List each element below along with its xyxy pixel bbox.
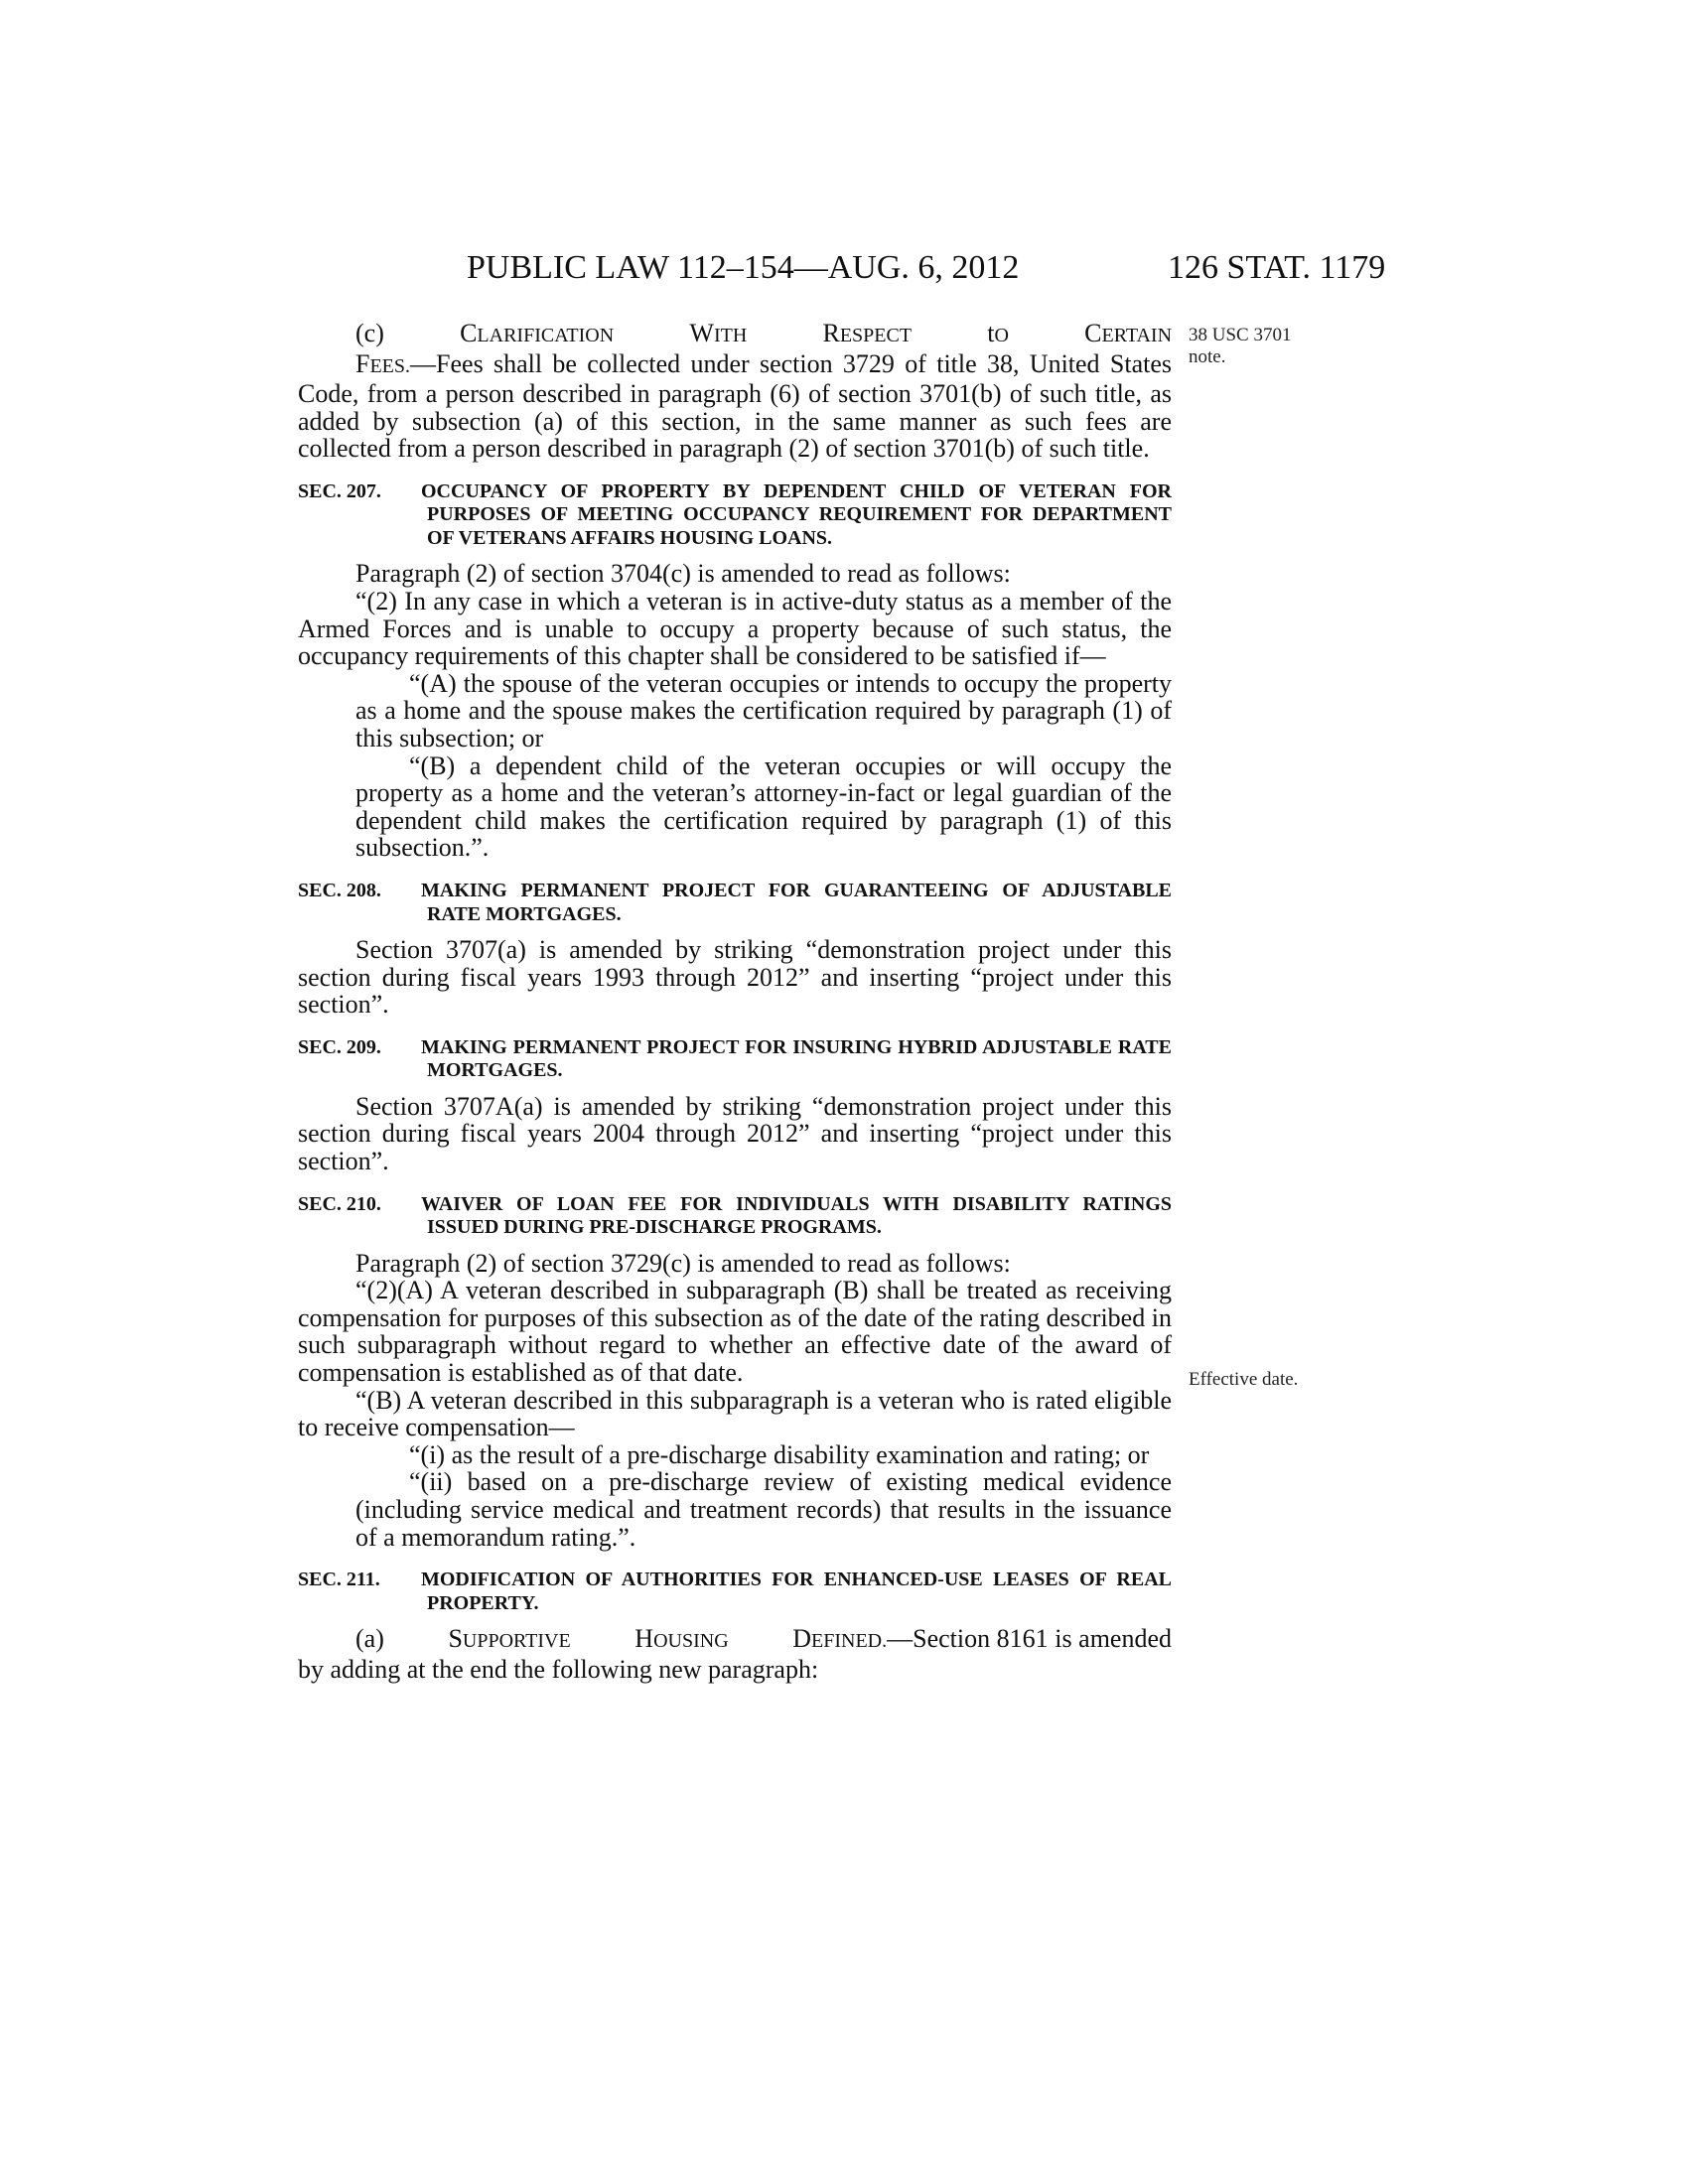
section-208-heading (298, 880, 1172, 926)
sc-word-initial: S (448, 1624, 463, 1654)
sc-word-rest: EES. (369, 354, 411, 377)
section-211-sub-a-number: (a) (355, 1624, 384, 1654)
sc-word-initial: F (355, 348, 370, 378)
sc-word-rest: ITH (713, 325, 748, 346)
section-211-subsection-a (298, 1625, 1172, 1683)
section-211-title: MODIFICATION OF AUTHORITIES FOR ENHANCED-USE LEASES OF REAL PROPERTY. (421, 1569, 1172, 1614)
section-211-sub-a-text: —Section 8161 is amended by adding at the end the following new paragraph: (298, 1624, 1173, 1684)
margin-note-effective-date: Effective date. (1189, 1369, 1299, 1390)
sc-word-initial: R (822, 319, 840, 347)
section-210-intro: Paragraph (2) of section 3729(c) is amended to read as follows: (355, 1248, 1011, 1278)
sc-word-rest: UPPORTIVE (462, 1630, 571, 1653)
section-208-title: MAKING PERMANENT PROJECT FOR GUARANTEEING OF ADJUSTABLE RATE MORTGAGES. (421, 880, 1172, 925)
section-211-label: SEC. 211. (298, 1569, 380, 1591)
sc-word (390, 1625, 570, 1656)
running-title: PUBLIC LAW 112–154—AUG. 6, 2012 (467, 249, 1020, 286)
margin-note-usc-line1: 38 USC 3701 (1189, 325, 1292, 345)
margin-note-usc (1189, 325, 1291, 368)
section-211-heading (298, 1569, 1172, 1615)
section-208-label: SEC. 208. (298, 880, 381, 901)
sc-word-initial: C (1084, 319, 1102, 347)
sc-word-initial: C (460, 319, 478, 347)
margin-note-usc-line2: note. (1189, 346, 1226, 367)
section-210-para-A: “(2)(A) A veteran described in subparagraph (B) shall be treated as receiving compensation for purposes of this subsection as of the date of the rating described in such subparagraph without regard to whether an effective date of the award of compensation is established as of that date. (298, 1276, 1172, 1387)
sc-word (1027, 320, 1172, 350)
sc-word (929, 320, 1009, 350)
section-207-para-A: “(A) the spouse of the veteran occupies or intends to occupy the property as a home and the spouse makes the certification required by paragraph (1) of this subsection; or (355, 668, 1172, 753)
section-210-heading (298, 1193, 1172, 1240)
section-208-text: Section 3707(a) is amended by striking “demonstration project under this section during fiscal years 1993 through 2012” and inserting “project under this section”. (298, 935, 1172, 1020)
sc-word (402, 320, 614, 350)
sc-word (577, 1625, 728, 1656)
section-210-para-i: “(i) as the result of a pre-discharge disability examination and rating; or (409, 1439, 1150, 1469)
sc-word-rest: ESPECT (839, 325, 913, 346)
subsection-c-number: (c) (355, 319, 384, 347)
sc-word (632, 320, 747, 350)
sc-word-rest: OUSING (653, 1630, 729, 1653)
section-211-sub-a-heading (390, 1624, 887, 1653)
main-text (298, 320, 1172, 1683)
section-210-para-B: “(B) A veteran described in this subparagraph is a veteran who is rated eligible to receive compensation— (298, 1385, 1172, 1442)
sc-word-rest: EFINED. (811, 1630, 888, 1653)
section-207-heading (298, 480, 1172, 551)
section-209-text: Section 3707A(a) is amended by striking “demonstration project under this section during fiscal years 2004 through 2012” and inserting “project under this section”. (298, 1091, 1172, 1175)
section-210-label: SEC. 210. (298, 1192, 381, 1215)
sc-word-rest: O (994, 325, 1009, 346)
sc-word-initial: t (987, 319, 995, 347)
section-207-para-B: “(B) a dependent child of the veteran occupies or will occupy the property as a home and the veteran’s attorney-in-fact or legal guardian of the dependent child makes the certification required by paragraph (1) of this subsection.”. (355, 751, 1172, 863)
section-207-para-2: “(2) In any case in which a veteran is in active-duty status as a member of the Armed Forces and is unable to occupy a property because of such status, the occupancy requirements of this chapter shall be considered to be satisfied if— (298, 587, 1172, 671)
sc-word (298, 350, 410, 381)
section-210-para-ii: “(ii) based on a pre-discharge review of existing medical evidence (including service medical and treatment records) that results in the issuance of a memorandum rating.”. (355, 1467, 1172, 1552)
sc-word-rest: LARIFICATION (477, 325, 615, 346)
section-209-label: SEC. 209. (298, 1035, 381, 1058)
section-207-intro: Paragraph (2) of section 3704(c) is amended to read as follows: (355, 559, 1011, 589)
stat-citation: 126 STAT. 1179 (1168, 249, 1386, 286)
sc-word-initial: D (792, 1624, 811, 1654)
section-209-heading (298, 1036, 1172, 1083)
section-207-title: OCCUPANCY OF PROPERTY BY DEPENDENT CHILD OF VETERAN FOR PURPOSES OF MEETING OCCUPANCY REQUIREMENT FOR DEPARTMENT OF VETERANS AFFAIRS HOUSING LOANS. (421, 479, 1172, 549)
sc-word-rest: ERTAIN (1101, 325, 1173, 346)
sc-word-initial: W (689, 319, 714, 347)
section-209-title: MAKING PERMANENT PROJECT FOR INSURING HYBRID ADJUSTABLE RATE MORTGAGES. (421, 1035, 1172, 1082)
sc-word (735, 1625, 887, 1656)
section-210-title: WAIVER OF LOAN FEE FOR INDIVIDUALS WITH DISABILITY RATINGS ISSUED DURING PRE-DISCHARGE PROGRAMS. (421, 1192, 1172, 1239)
section-207-label: SEC. 207. (298, 479, 381, 502)
subsection-c-text: —Fees shall be collected under section 3729 of title 38, United States Code, from a person described in paragraph (6) of section 3701(b) of such title, as added by subsection (a) of this section, in the same manner as such fees are collected from a person described in paragraph (2) of section 3701(b) of such title. (298, 348, 1172, 464)
sc-word (765, 320, 912, 350)
subsection-c (298, 320, 1172, 463)
sc-word-initial: H (634, 1624, 654, 1654)
